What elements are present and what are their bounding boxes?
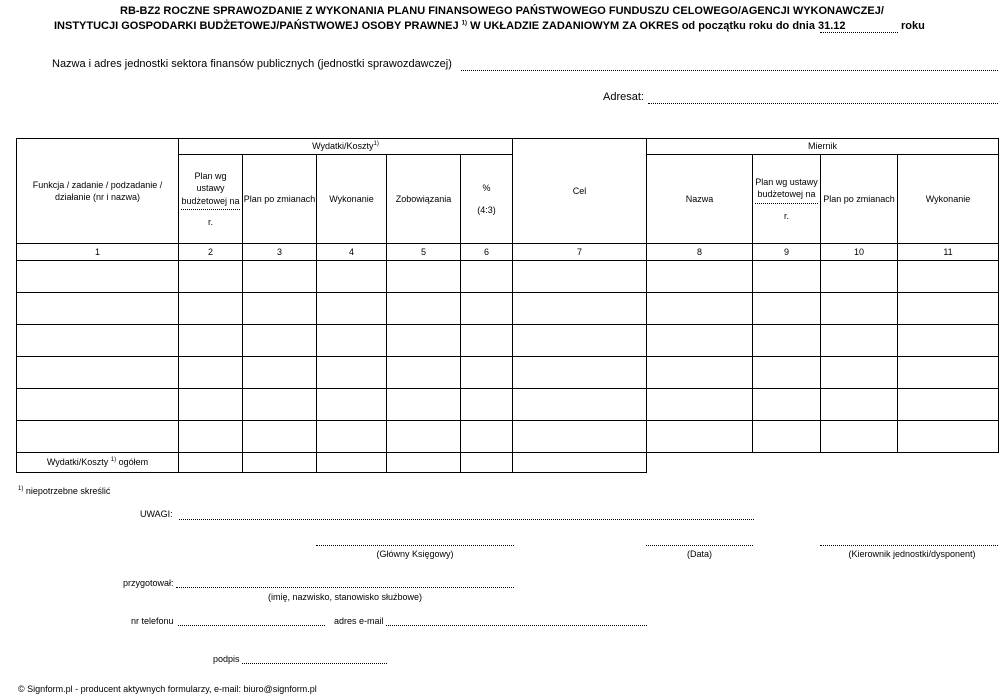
table-cell[interactable] <box>461 325 513 357</box>
table-cell[interactable] <box>461 421 513 453</box>
table-cell[interactable] <box>17 421 179 453</box>
report-title-line2 <box>54 20 846 32</box>
table-row <box>17 325 999 357</box>
table-cell[interactable] <box>513 261 647 293</box>
col-function-header: Funkcja / zadanie / podzadanie / działanie (nr i nazwa) <box>17 139 179 244</box>
table-row <box>17 293 999 325</box>
column-number-row <box>17 244 999 261</box>
col-measure-plan-header <box>753 155 821 244</box>
table-cell[interactable] <box>387 357 461 389</box>
report-title-line1: RB-BZ2 ROCZNE SPRAWOZDANIE Z WYKONANIA PLANU FINANSOWEGO PAŃSTWOWEGO FUNDUSZU CELOWEGO/AGENCJI WYKONAWCZEJ/ <box>120 5 884 17</box>
total-cell[interactable] <box>243 453 317 473</box>
col-plan-changes-header: Plan po zmianach <box>243 155 317 244</box>
expenses-group-label: Wydatki/Koszty <box>312 141 374 152</box>
table-cell[interactable] <box>753 293 821 325</box>
total-label <box>17 453 179 473</box>
table-cell[interactable] <box>317 357 387 389</box>
col-plan-top: Plan wg ustawy budżetowej na <box>181 170 240 209</box>
col-number: 8 <box>647 244 753 261</box>
col-name-header: Nazwa <box>647 155 753 244</box>
col-number: 11 <box>898 244 999 261</box>
table-cell[interactable] <box>753 325 821 357</box>
col-number: 5 <box>387 244 461 261</box>
table-cell[interactable] <box>243 421 317 453</box>
footnote-marker: 1) <box>18 486 24 492</box>
title-footnote-marker: 1) <box>461 20 468 27</box>
year-suffix: roku <box>901 20 925 32</box>
email-label: adres e-mail <box>334 616 384 626</box>
table-row <box>17 261 999 293</box>
table-row <box>17 389 999 421</box>
col-percent-header <box>461 155 513 244</box>
prepared-label: przygotował: <box>123 578 174 588</box>
empty-area <box>821 453 898 473</box>
total-cell[interactable] <box>461 453 513 473</box>
table-cell[interactable] <box>17 325 179 357</box>
title-line2-start: INSTYTUCJI GOSPODARKI BUDŻETOWEJ/PAŃSTWOWEJ OSOBY PRAWNEJ <box>54 20 459 32</box>
col-plan-header <box>179 155 243 244</box>
expenses-footnote-marker: 1) <box>373 141 379 148</box>
col-number: 1 <box>17 244 179 261</box>
footnote-text: niepotrzebne skreślić <box>25 486 111 496</box>
table-cell[interactable] <box>898 421 999 453</box>
table-cell[interactable] <box>317 293 387 325</box>
table-cell[interactable] <box>243 389 317 421</box>
table-cell[interactable] <box>753 421 821 453</box>
table-cell[interactable] <box>898 389 999 421</box>
table-cell[interactable] <box>387 325 461 357</box>
signature-field[interactable] <box>242 663 387 664</box>
chief-accountant-signature-field[interactable] <box>316 545 514 546</box>
table-cell[interactable] <box>317 261 387 293</box>
col-number: 7 <box>513 244 647 261</box>
table-cell[interactable] <box>243 261 317 293</box>
col-number: 2 <box>179 244 243 261</box>
measure-group-header: Miernik <box>647 139 999 155</box>
table-cell[interactable] <box>243 325 317 357</box>
footer-credit: © Signform.pl - producent aktywnych formularzy, e-mail: biuro@signform.pl <box>18 684 317 694</box>
table-cell[interactable] <box>647 261 753 293</box>
head-caption: (Kierownik jednostki/dysponent) <box>848 549 976 559</box>
total-label-suffix: ogółem <box>118 457 149 468</box>
table-cell[interactable] <box>17 357 179 389</box>
table-cell[interactable] <box>243 357 317 389</box>
year-field[interactable] <box>820 32 898 33</box>
table-cell[interactable] <box>753 357 821 389</box>
table-cell[interactable] <box>513 293 647 325</box>
table-cell[interactable] <box>17 261 179 293</box>
footnote <box>18 486 110 496</box>
col-measure-plan-top: Plan wg ustawy budżetowej na <box>755 176 818 203</box>
table-cell[interactable] <box>753 261 821 293</box>
table-cell[interactable] <box>317 421 387 453</box>
table-cell[interactable] <box>387 293 461 325</box>
entity-field[interactable] <box>461 70 998 71</box>
col-number: 10 <box>821 244 898 261</box>
expenses-group-header <box>179 139 513 155</box>
total-cell[interactable] <box>179 453 243 473</box>
entity-label: Nazwa i adres jednostki sektora finansów publicznych (jednostki sprawozdawczej) <box>52 58 452 70</box>
table-cell[interactable] <box>898 293 999 325</box>
total-row <box>17 453 999 473</box>
table-cell[interactable] <box>821 421 898 453</box>
table-cell[interactable] <box>179 261 243 293</box>
signature-label: podpis <box>213 654 240 664</box>
table-cell[interactable] <box>317 389 387 421</box>
col-measure-execution-header: Wykonanie <box>898 155 999 244</box>
table-row <box>17 357 999 389</box>
table-cell[interactable] <box>461 389 513 421</box>
prepared-field[interactable] <box>176 587 514 588</box>
prepared-caption: (imię, nazwisko, stanowisko służbowe) <box>267 592 423 602</box>
phone-field[interactable] <box>178 625 325 626</box>
chief-accountant-caption: (Główny Księgowy) <box>376 549 454 559</box>
email-field[interactable] <box>386 625 647 626</box>
total-cell[interactable] <box>387 453 461 473</box>
col-execution-header: Wykonanie <box>317 155 387 244</box>
phone-label: nr telefonu <box>131 616 174 626</box>
table-cell[interactable] <box>647 357 753 389</box>
table-cell[interactable] <box>317 325 387 357</box>
addressee-field[interactable] <box>648 103 998 104</box>
col-number: 9 <box>753 244 821 261</box>
date-caption: (Data) <box>686 549 712 559</box>
table-cell[interactable] <box>179 389 243 421</box>
col-plan-bottom: r. <box>207 216 213 227</box>
table-cell[interactable] <box>647 293 753 325</box>
col-number: 6 <box>461 244 513 261</box>
table-cell[interactable] <box>461 261 513 293</box>
head-signature-field[interactable] <box>820 545 998 546</box>
table-cell[interactable] <box>179 421 243 453</box>
date-field[interactable] <box>646 545 753 546</box>
table-cell[interactable] <box>513 325 647 357</box>
total-cell[interactable] <box>513 453 647 473</box>
table-cell[interactable] <box>821 357 898 389</box>
table-cell[interactable] <box>179 325 243 357</box>
total-footnote-marker: 1) <box>110 457 117 464</box>
remarks-label: UWAGI: <box>140 509 173 519</box>
table-cell[interactable] <box>647 389 753 421</box>
table-cell[interactable] <box>179 293 243 325</box>
table-cell[interactable] <box>179 357 243 389</box>
table-cell[interactable] <box>821 261 898 293</box>
table-cell[interactable] <box>17 293 179 325</box>
table-cell[interactable] <box>243 293 317 325</box>
table-cell[interactable] <box>821 389 898 421</box>
title-line2-period: W UKŁADZIE ZADANIOWYM ZA OKRES od początku roku do dnia 31.12 <box>470 20 846 32</box>
table-cell[interactable] <box>461 357 513 389</box>
table-cell[interactable] <box>898 325 999 357</box>
table-row <box>17 421 999 453</box>
col-measure-plan-bottom: r. <box>783 210 789 221</box>
col-goal-header: Cel <box>513 139 647 244</box>
table-cell[interactable] <box>461 293 513 325</box>
col-number: 4 <box>317 244 387 261</box>
table-cell[interactable] <box>898 357 999 389</box>
table-cell[interactable] <box>387 261 461 293</box>
empty-area <box>898 453 999 473</box>
table-cell[interactable] <box>821 293 898 325</box>
col-commitments-header: Zobowiązania <box>387 155 461 244</box>
remarks-field[interactable] <box>179 519 754 520</box>
table-cell[interactable] <box>821 325 898 357</box>
table-cell[interactable] <box>647 325 753 357</box>
table-cell[interactable] <box>513 389 647 421</box>
table-cell[interactable] <box>513 421 647 453</box>
addressee-label: Adresat: <box>603 91 644 103</box>
table-cell[interactable] <box>898 261 999 293</box>
table-cell[interactable] <box>387 389 461 421</box>
report-table <box>16 138 999 473</box>
empty-area <box>647 453 753 473</box>
table-cell[interactable] <box>513 357 647 389</box>
table-cell[interactable] <box>753 389 821 421</box>
table-cell[interactable] <box>647 421 753 453</box>
col-number: 3 <box>243 244 317 261</box>
col-percent-bottom: (4:3) <box>477 205 496 215</box>
col-measure-plan-changes-header: Plan po zmianach <box>821 155 898 244</box>
table-cell[interactable] <box>17 389 179 421</box>
table-cell[interactable] <box>387 421 461 453</box>
total-cell[interactable] <box>317 453 387 473</box>
col-percent-top: % <box>482 182 491 193</box>
total-label-text: Wydatki/Koszty <box>46 457 109 468</box>
empty-area <box>753 453 821 473</box>
